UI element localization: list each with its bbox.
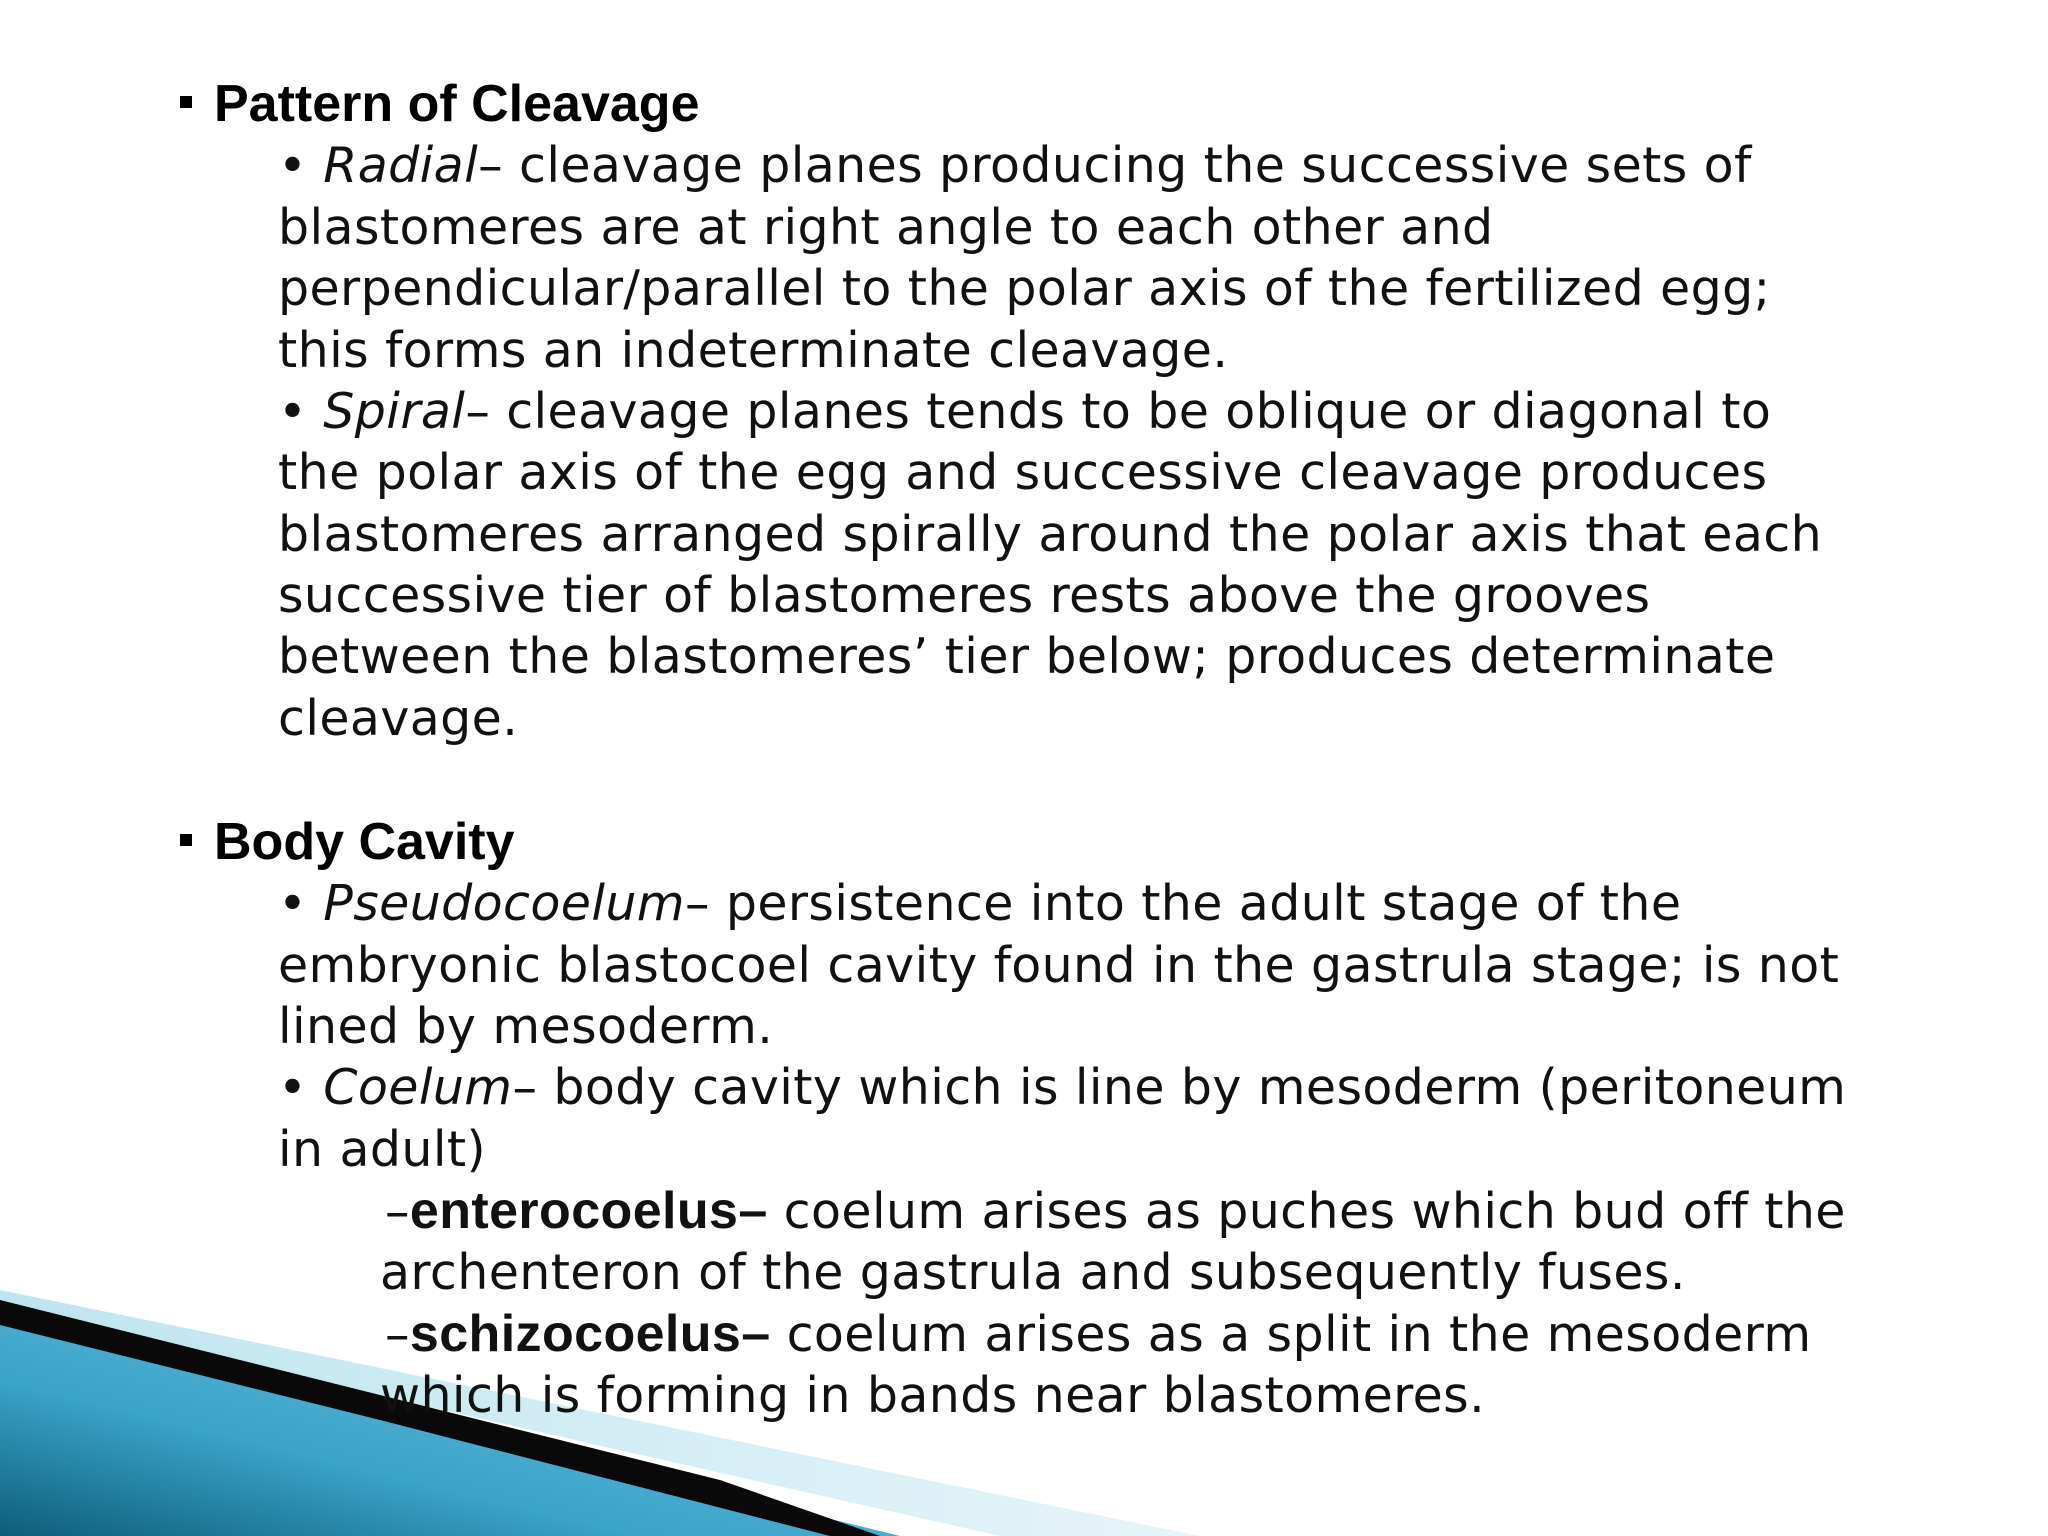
term-dash: –: [512, 1059, 538, 1116]
list-item-spiral: [278, 381, 1771, 443]
term-schizocoelus: schizocoelus: [409, 1305, 742, 1363]
term-dash: –: [741, 1305, 771, 1363]
section-bullet-square: [180, 96, 192, 108]
definition-line: archenteron of the gastrula and subsequently fuses.: [380, 1244, 1686, 1301]
bullet-dot: •: [278, 383, 308, 440]
bullet-dot: •: [278, 1059, 308, 1116]
definition-line: this forms an indeterminate cleavage.: [278, 322, 1229, 379]
term-coelum: Coelum: [323, 1059, 513, 1116]
subitem-schizocoelus: [385, 1303, 1811, 1366]
definition-text: cleavage planes tends to be oblique or diagonal to: [490, 383, 1772, 440]
definition-line: lined by mesoderm.: [278, 998, 774, 1055]
definition-line: blastomeres arranged spirally around the polar axis that each: [278, 506, 1823, 563]
definition-line: in adult): [278, 1121, 486, 1178]
definition-line: blastomeres are at right angle to each other and: [278, 199, 1494, 256]
subitem-prefix-dash: –: [385, 1183, 410, 1240]
bullet-dot: •: [278, 875, 308, 932]
definition-line: cleavage.: [278, 690, 519, 747]
term-dash: –: [738, 1182, 768, 1240]
term-pseudocoelum: Pseudocoelum: [323, 875, 685, 932]
list-item-pseudocoelum: [278, 873, 1681, 935]
term-dash: –: [465, 383, 491, 440]
definition-line: successive tier of blastomeres rests above the grooves: [278, 567, 1651, 624]
definition-text: cleavage planes producing the successive sets of: [503, 137, 1752, 194]
definition-line: which is forming in bands near blastomeres.: [380, 1367, 1486, 1424]
definition-line: perpendicular/parallel to the polar axis of the fertilized egg;: [278, 260, 1771, 317]
definition-line: the polar axis of the egg and successive cleavage produces: [278, 444, 1768, 501]
definition-text: body cavity which is line by mesoderm (peritoneum: [537, 1059, 1847, 1116]
definition-text: coelum arises as a split in the mesoderm: [770, 1306, 1812, 1363]
bullet-dot: •: [278, 137, 308, 194]
definition-line: between the blastomeres’ tier below; produces determinate: [278, 628, 1776, 685]
term-spiral: Spiral: [323, 383, 466, 440]
section-bullet-square: [180, 834, 192, 846]
list-item-coelum: [278, 1057, 1846, 1119]
section-heading-pattern-of-cleavage: Pattern of Cleavage: [214, 75, 700, 133]
term-radial: Radial: [323, 137, 479, 194]
term-dash: –: [478, 137, 504, 194]
list-item-radial: [278, 135, 1752, 197]
definition-text: persistence into the adult stage of the: [709, 875, 1682, 932]
definition-text: coelum arises as puches which bud off the: [767, 1183, 1846, 1240]
subitem-enterocoelus: [385, 1180, 1846, 1243]
definition-line: embryonic blastocoel cavity found in the gastrula stage; is not: [278, 937, 1840, 994]
subitem-prefix-dash: –: [385, 1306, 410, 1363]
section-heading-body-cavity: Body Cavity: [214, 813, 515, 871]
term-dash: –: [684, 875, 710, 932]
term-enterocoelus: enterocoelus: [409, 1182, 739, 1240]
